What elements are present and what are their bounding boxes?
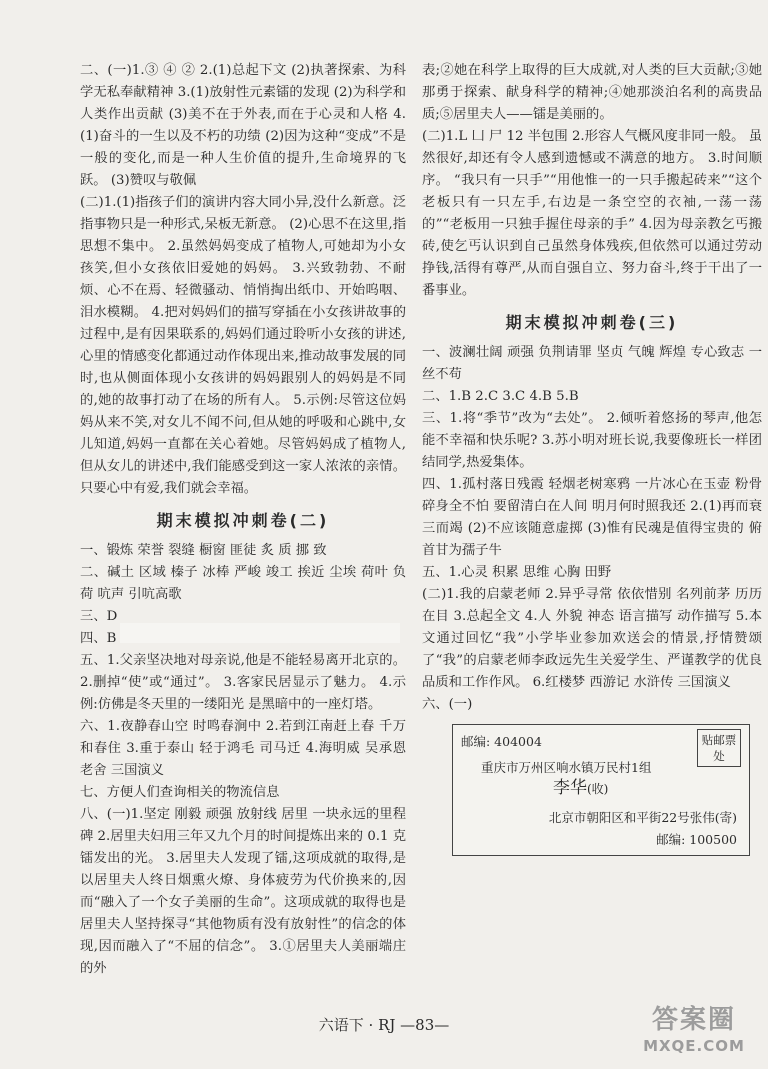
stamp-box: 贴邮票处 [697,729,741,767]
right-column [422,60,767,856]
answer-line: 六、(一) [422,697,473,712]
answer-line: 三、1.将“季节”改为“去处”。 2.倾听着悠扬的琴声,他怎能不幸福和快乐呢? 3.苏小明对班长说,我要像班长一样团结同学,热爱集体。 [422,411,762,470]
page-footer: 六语下 · RJ —83— [318,1016,450,1034]
smudge-mark [120,623,400,643]
answer-line: 四、B [80,631,117,646]
answer-block: 二、(一)1.③ ④ ② 2.(1)总起下文 (2)执著探索、为科学无私奉献精神 3.(1)放射性元素镭的发现 (2)为科学和人类作出贡献 (3)美不在于外表,而在于心灵和人格 4.(1)奋斗的一生以及不朽的功绩 (2)因为这种“变成”不是一般的变化,而是一种人生价值的提升,生命境界的飞跃。 (3)赞叹与敬佩 [80,63,406,188]
recipient-name-text: 李华 [553,778,587,798]
watermark-title: 答案圈 [651,1005,736,1035]
answer-line: 三、D [80,609,118,624]
envelope-zip-bottom: 邮编: 100500 [656,832,737,847]
envelope-illustration [452,724,750,856]
answer-block: (二)1.L 凵 尸 12 半包围 2.形容人气概风度非同一般。 虽然很好,却还有令人感到遗憾或不满意的地方。 3.时间顺序。 “我只有一只手”“用他惟一的一只手搬起砖来”“这个老板只有一只左手,右边是一条空空的衣袖,一荡一荡的”“老板用一只独手握住母亲的手” 4.因为母亲教乞丐搬砖,使乞丐认识到自己虽然身体残疾,但依然可以通过劳动挣钱,活得有尊严,从而自强自立、努力奋斗,终于干出了一番事业。 [422,129,762,298]
answer-line: 二、碱土 区域 榛子 冰棒 严峻 竣工 挨近 尘埃 荷叶 负荷 吭声 引吭高歌 [80,565,406,602]
answer-line: 五、1.心灵 积累 思维 心胸 田野 [422,565,612,580]
answer-block: 表;②她在科学上取得的巨大成就,对人类的巨大贡献;③她那勇于探索、献身科学的精神;④她那淡泊名利的高贵品质;⑤居里夫人——镭是美丽的。 [422,63,762,122]
section-heading: 期末模拟冲刺卷(三) [505,313,679,332]
recipient-suffix: (收) [587,782,609,796]
answer-line: (二)1.我的启蒙老师 2.异乎寻常 依依惜别 名列前茅 历历在目 3.总起全文 4.人 外貌 神态 语言描写 动作描写 5.本文通过回忆“我”小学毕业参加欢送会的情景,抒情赞颂了“我”的启蒙老师李政远先生关爱学生、严谨教学的优良品质和工作作风。 6.红楼梦 西游记 水浒传 三国演义 [422,587,762,690]
answer-line: 八、(一)1.坚定 刚毅 顽强 放射线 居里 一块永远的里程碑 2.居里夫妇用三年又九个月的时间提炼出来的 0.1 克镭发出的光。 3.居里夫人发现了镭,这项成就的取得,是以居里夫人终日烟熏火燎、身体疲劳为代价换来的,因而“融入了一个女子美丽的生命”。这项成就的取得也是居里夫人坚持探寻“其他物质有没有放射性”的信念的体现,因而融入了“不屈的信念”。 3.①居里夫人美丽端庄的外 [80,807,406,976]
watermark-logo [634,1003,754,1061]
answer-line: 一、波澜壮阔 顽强 负荆请罪 坚贞 气魄 辉煌 专心致志 一丝不苟 [422,345,762,382]
answer-line: 二、1.B 2.C 3.C 4.B 5.B [422,389,579,404]
answer-line: 六、1.夜静春山空 时鸣春涧中 2.若到江南赶上春 千万和春住 3.重于泰山 轻于鸿毛 司马迁 4.海明威 吴承恩 老舍 三国演义 [80,719,411,778]
recipient-address: 重庆市万州区响水镇万民村1组 [481,760,652,775]
section-heading: 期末模拟冲刺卷(二) [156,511,330,530]
answer-line: 四、1.孤村落日残霞 轻烟老树寒鸦 一片冰心在玉壶 粉骨碎身全不怕 要留清白在人间 明月何时照我还 2.(1)再而衰 三而竭 (2)不应该随意虚掷 (3)惟有民魂是值得宝贵的 俯首甘为孺子牛 [422,477,767,558]
envelope-zip-top: 邮编: 404004 [461,734,542,749]
answer-line: 五、1.父亲坚决地对母亲说,他是不能轻易离开北京的。 2.删掉“使”或“通过”。 3.客家民居显示了魅力。 4.示例:仿佛是冬天里的一缕阳光 是黑暗中的一座灯塔。 [80,653,411,712]
left-column [80,60,411,980]
recipient-name [553,777,608,800]
sender-address: 北京市朝阳区和平街22号张伟(寄) [548,810,737,825]
answer-line: 一、锻炼 荣誉 裂缝 橱窗 匪徒 炙 质 挪 致 [80,543,327,558]
answer-block: (二)1.(1)指孩子们的演讲内容大同小异,没什么新意。泛指事物只是一种形式,呆板无新意。 (2)心思不在这里,指思想不集中。 2.虽然妈妈变成了植物人,可她却为小女孩笑,但小女孩依旧爱她的妈妈。 3.兴致勃勃、不耐烦、心不在焉、轻微骚动、悄悄掏出纸巾、开始呜咽、泪水模糊。 4.把对妈妈们的描写穿插在小女孩讲故事的过程中,是有因果联系的,妈妈们通过聆听小女孩的讲述,心里的情感变化都通过动作体现出来,推动故事发展的同时,也从侧面体现小女孩讲的妈妈跟别人的妈妈是不同的,她的故事打动了在场的所有人。 5.示例:尽管这位妈妈从来不笑,对女儿不闻不问,但从她的呼吸和心跳中,女儿知道,妈妈一直都在关心着她。尽管妈妈成了植物人,但从女儿的讲述中,我们能感受到这一家人浓浓的亲情。只要心中有爱,我们就会幸福。 [80,195,406,496]
answer-line: 七、方便人们查询相关的物流信息 [80,785,280,800]
watermark-url: MXQE.COM [643,1037,745,1055]
